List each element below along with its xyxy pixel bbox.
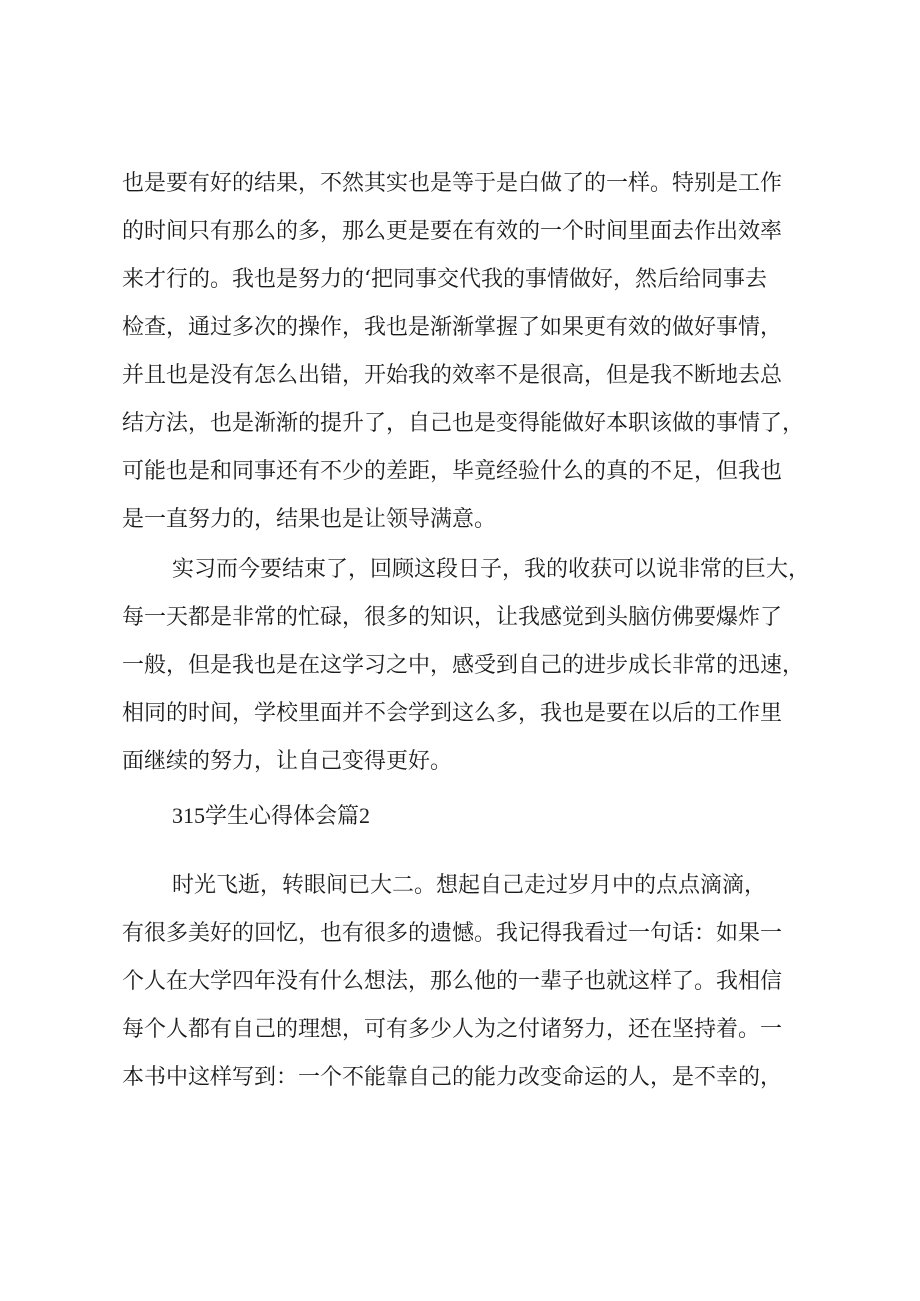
paragraph-1-line: 是一直努力的，结果也是让领导满意。 — [122, 507, 497, 532]
paragraph-3-line: 个人在大学四年没有什么想法，那么他的一辈子也就这样了。我相信 — [122, 969, 783, 994]
paragraph-1-line: 的时间只有那么的多，那么更是要在有效的一个时间里面去作出效率 — [122, 219, 783, 244]
paragraph-1-line: 可能也是和同事还有不少的差距，毕竟经验什么的真的不足，但我也 — [122, 459, 783, 484]
paragraph-1-line: 结方法，也是渐渐的提升了，自己也是变得能做好本职该做的事情了， — [122, 411, 805, 436]
paragraph-3-line: 本书中这样写到：一个不能靠自己的能力改变命运的人，是不幸的， — [122, 1065, 783, 1090]
paragraph-2-line: 相同的时间，学校里面并不会学到这么多，我也是要在以后的工作里 — [122, 701, 783, 726]
paragraph-1-line: 检查，通过多次的操作，我也是渐渐掌握了如果更有效的做好事情， — [122, 315, 783, 340]
paragraph-1-line: 并且也是没有怎么出错，开始我的效率不是很高，但是我不断地去总 — [122, 363, 783, 388]
paragraph-2-line: 每一天都是非常的忙碌，很多的知识，让我感觉到头脑仿佛要爆炸了 — [122, 605, 783, 630]
paragraph-2-line: 实习而今要结束了，回顾这段日子，我的收获可以说非常的巨大， — [172, 557, 811, 582]
section-heading: 315学生心得体会篇2 — [172, 803, 371, 828]
paragraph-2-line: 面继续的努力，让自己变得更好。 — [122, 749, 453, 774]
paragraph-3-line: 有很多美好的回忆，也有很多的遗憾。我记得我看过一句话：如果一 — [122, 921, 783, 946]
paragraph-2-line: 一般，但是我也是在这学习之中，感受到自己的进步成长非常的迅速， — [122, 653, 805, 678]
paragraph-3-line: 时光飞逝，转眼间已大二。想起自己走过岁月中的点点滴滴， — [172, 873, 767, 898]
paragraph-3-line: 每个人都有自己的理想，可有多少人为之付诸努力，还在坚持着。一 — [122, 1017, 783, 1042]
paragraph-1-line: 来才行的。我也是努力的‘把同事交代我的事情做好，然后给同事去 — [122, 267, 767, 292]
paragraph-1-line: 也是要有好的结果，不然其实也是等于是白做了的一样。特别是工作 — [122, 171, 783, 196]
